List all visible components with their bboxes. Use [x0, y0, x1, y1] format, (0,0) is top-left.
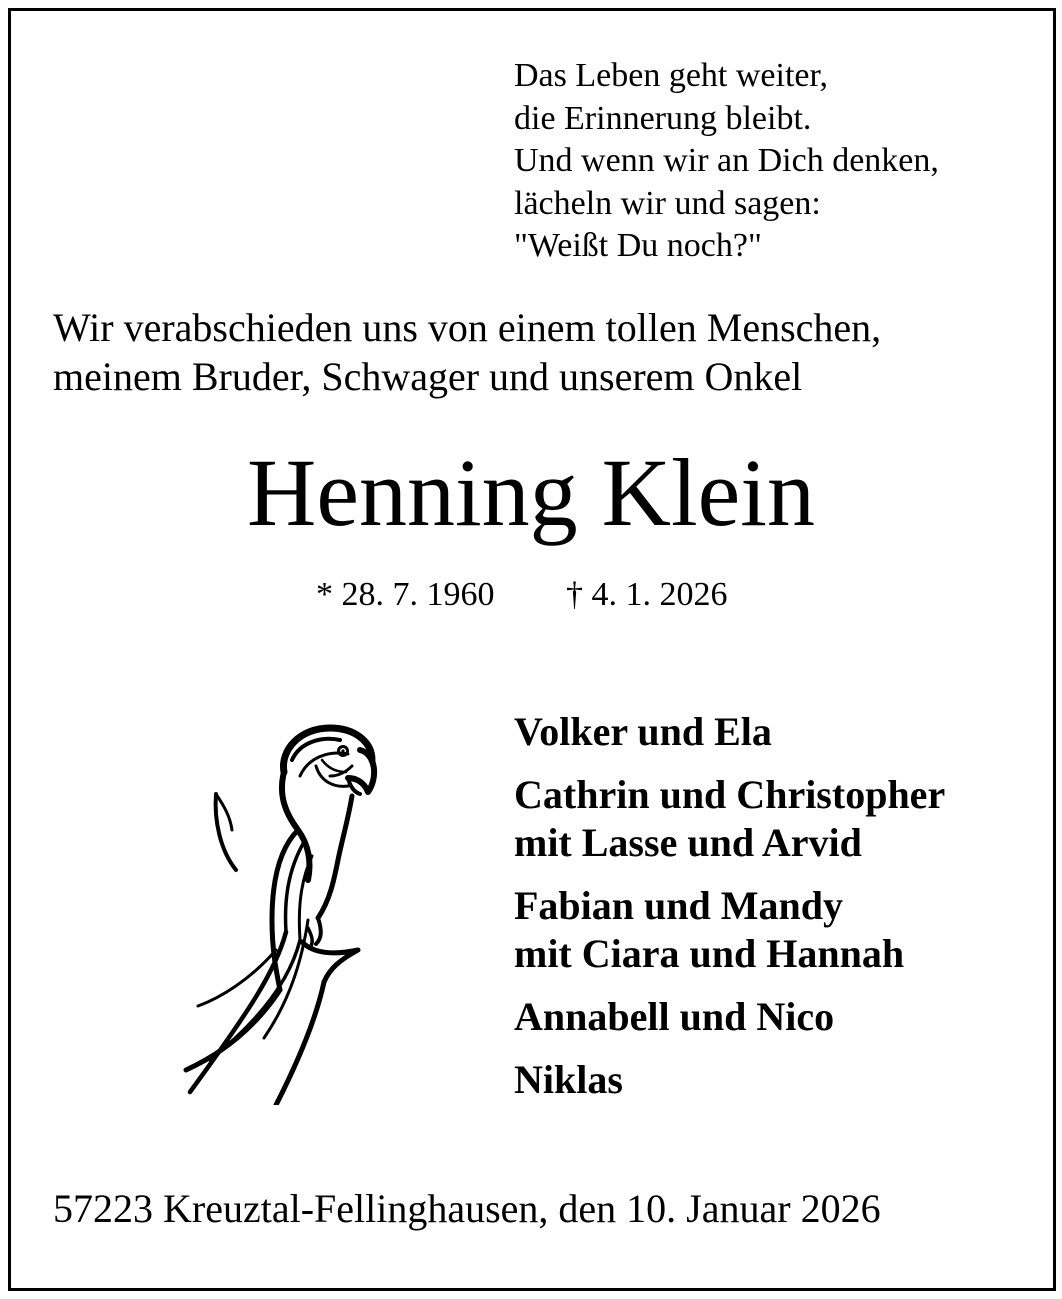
mourner-entry [514, 882, 945, 978]
birth-date: * 28. 7. 1960 [316, 576, 495, 613]
mourner-entry [514, 708, 945, 756]
poem-line: Das Leben geht weiter, [514, 57, 828, 94]
mourner-line: mit Lasse und Arvid [514, 820, 862, 865]
poem-line: "Weißt Du noch?" [514, 227, 762, 264]
poem-line: lächeln wir und sagen: [514, 184, 821, 222]
death-date: † 4. 1. 2026 [566, 576, 728, 613]
mourner-entry [514, 771, 945, 867]
mourner-line: Annabell und Nico [514, 994, 835, 1039]
mourner-line: Volker und Ela [514, 709, 772, 754]
poem-line: Und wenn wir an Dich denken, [514, 142, 939, 179]
deceased-name: Henning Klein [247, 439, 815, 546]
mourner-line: Cathrin und Christopher [514, 772, 946, 817]
poem-line: die Erinnerung bleibt. [514, 99, 812, 137]
poem [514, 55, 939, 268]
mourner-line: Niklas [514, 1057, 623, 1102]
place-and-date: 57223 Kreuztal-Fellinghausen, den 10. Januar 2026 [53, 1186, 881, 1231]
intro-line: meinem Bruder, Schwager und unserem Onkel [53, 354, 803, 399]
parrot-icon [180, 720, 380, 1105]
mourner-line: mit Ciara und Hannah [514, 931, 905, 976]
mourner-entry [514, 1056, 945, 1104]
mourner-entry [514, 993, 945, 1041]
mourner-line: Fabian und Mandy [514, 883, 844, 928]
mourners-list [514, 708, 945, 1119]
intro-line: Wir verabschieden uns von einem tollen Menschen, [53, 305, 882, 350]
intro-text [53, 303, 881, 401]
